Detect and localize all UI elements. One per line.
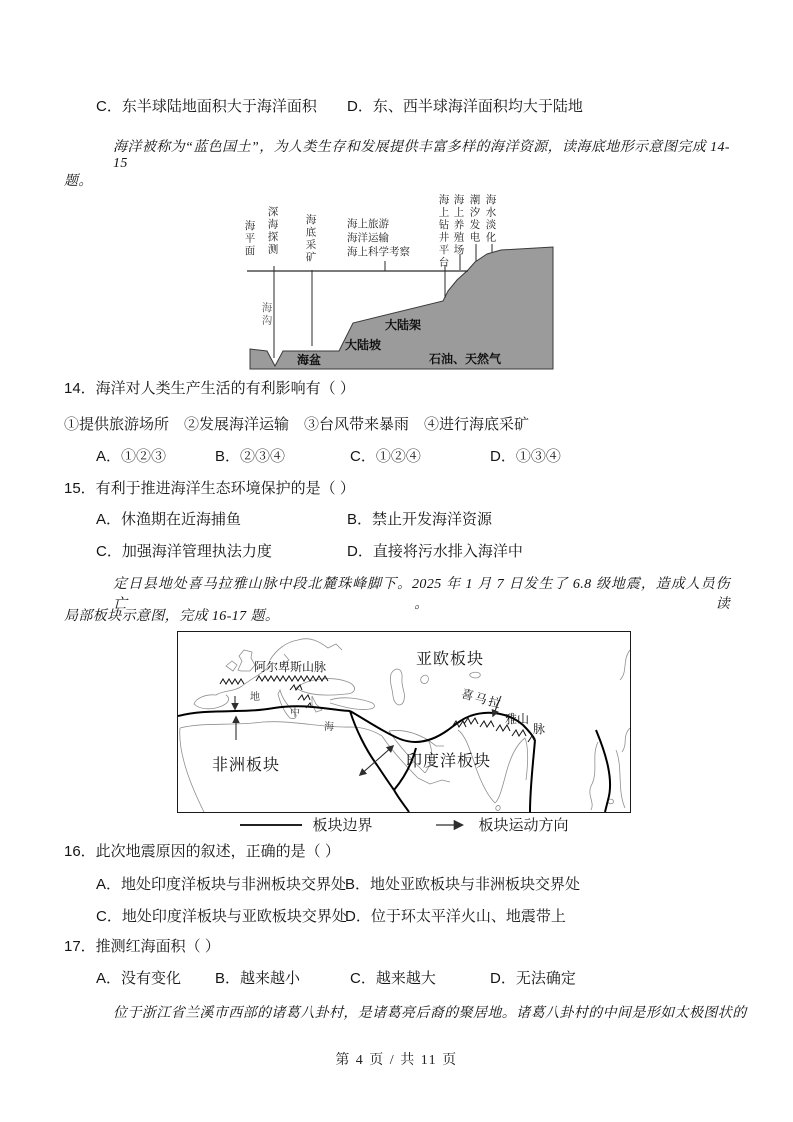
plate-map [177,631,631,813]
label-oil-gas: 石油、天然气 [429,352,502,366]
q14-options-row [0,448,793,468]
seafloor-diagram [235,190,565,380]
legend-boundary-line-sample [240,824,302,826]
q14-option-a: A．①②③ [96,448,167,465]
q15-option-b: B．禁止开发海洋资源 [347,511,493,528]
label-sea-level: 海平面 [243,220,256,258]
q15-stem: 15．有利于推进海洋生态环境保护的是（ ） [64,480,355,497]
legend-boundary-label: 板块边界 [312,817,373,834]
q15-option-d: D．直接将污水排入海洋中 [347,543,523,560]
label-indian-ocean-plate: 印度洋板块 [406,753,492,770]
label-marine-uses [347,217,410,260]
q16-options-row2 [0,908,793,928]
q14-stem: 14．海洋对人类生产生活的有利影响有（ ） [64,380,355,397]
passage-ocean-line2: 题。 [64,174,93,189]
passage-quake-line2: 局部板块示意图，完成 16-17 题。 [64,609,280,624]
q17-stem: 17．推测红海面积（ ） [64,938,220,955]
label-basin: 海盆 [297,353,322,367]
q17-option-a: A．没有变化 [96,970,182,987]
page-footer: 第 4 页 / 共 11 页 [335,1053,458,1068]
label-himalaya-1: 喜马拉 [459,686,504,712]
q13-option-d: D．东、西半球海洋面积均大于陆地 [347,98,583,115]
plate-map-canvas [178,632,630,812]
label-deep-sea-exploration: 深海探测 [266,206,279,256]
arrow-icon [435,819,471,831]
plate-map-legend [177,814,632,835]
passage-ocean-line1: 海洋被称为“蓝色国土”，为人类生存和发展提供丰富多样的海洋资源，读海底地形示意图完成 14-15 [113,140,730,171]
label-seabed-mining: 海底采矿 [304,214,317,264]
q13-options-row [0,98,793,118]
label-tidal-power: 潮汐发电 [468,194,481,244]
q14-option-d: D．①③④ [490,448,561,465]
q16-stem: 16．此次地震原因的叙述，正确的是（ ） [64,843,340,860]
label-marine-research: 海上科学考察 [347,246,410,259]
passage-quake-line1: 定日县地处喜马拉雅山脉中段北麓珠峰脚下。2025 年 1 月 7 日发生了 6.8 级地震，造成人员伤亡。读 [113,577,730,612]
label-continental-shelf: 大陆架 [385,318,422,332]
label-marine-transport: 海洋运输 [347,232,389,245]
q15-option-c: C．加强海洋管理执法力度 [96,543,272,560]
q17-option-c: C．越来越大 [350,970,436,987]
q13-option-c: C．东半球陆地面积大于海洋面积 [96,98,317,115]
q15-options-row1 [0,511,793,531]
q14-items: ①提供旅游场所 ②发展海洋运输 ③台风带来暴雨 ④进行海底采矿 [64,416,530,433]
label-himalaya-2: 雅山 [505,712,530,726]
label-mediterranean-2: 中 [290,708,300,719]
q17-options-row [0,970,793,990]
label-alps: 阿尔卑斯山脉 [254,660,327,674]
coastlines [180,639,630,812]
label-continental-slope: 大陆坡 [345,338,382,352]
q14-option-c: C．①②④ [350,448,421,465]
label-african-plate: 非洲板块 [212,757,281,774]
q15-options-row2 [0,543,793,563]
q17-option-b: B．越来越小 [215,970,301,987]
label-marine-farm: 海上养殖场 [452,194,465,257]
q16-option-c: C．地处印度洋板块与亚欧板块交界处 [96,908,347,925]
label-desalination: 海水淡化 [484,194,497,244]
q15-option-a: A．休渔期在近海捕鱼 [96,511,242,528]
q16-option-b: B．地处亚欧板块与非洲板块交界处 [345,876,581,893]
passage-village-line1: 位于浙江省兰溪市西部的诸葛八卦村，是诸葛亮后裔的聚居地。诸葛八卦村的中间是形如太极图状的 [113,1006,747,1021]
q16-option-d: D．位于环太平洋火山、地震带上 [345,908,566,925]
legend-motion-arrow-sample [435,819,471,831]
label-drilling-platform: 海上钻井平台 [437,194,450,269]
q17-option-d: D．无法确定 [490,970,576,987]
q14-option-b: B．②③④ [215,448,286,465]
q16-options-row1 [0,876,793,896]
label-mediterranean-3: 海 [324,722,334,733]
q16-option-a: A．地处印度洋板块与非洲板块交界处 [96,876,347,893]
label-trench: 海沟 [260,302,273,327]
seafloor-profile-shape [250,247,553,369]
label-marine-tourism: 海上旅游 [347,218,389,230]
label-mediterranean-1: 地 [250,692,260,703]
label-himalaya-3: 脉 [533,722,546,736]
legend-motion-label: 板块运动方向 [478,817,569,834]
label-eurasian-plate: 亚欧板块 [416,651,485,668]
